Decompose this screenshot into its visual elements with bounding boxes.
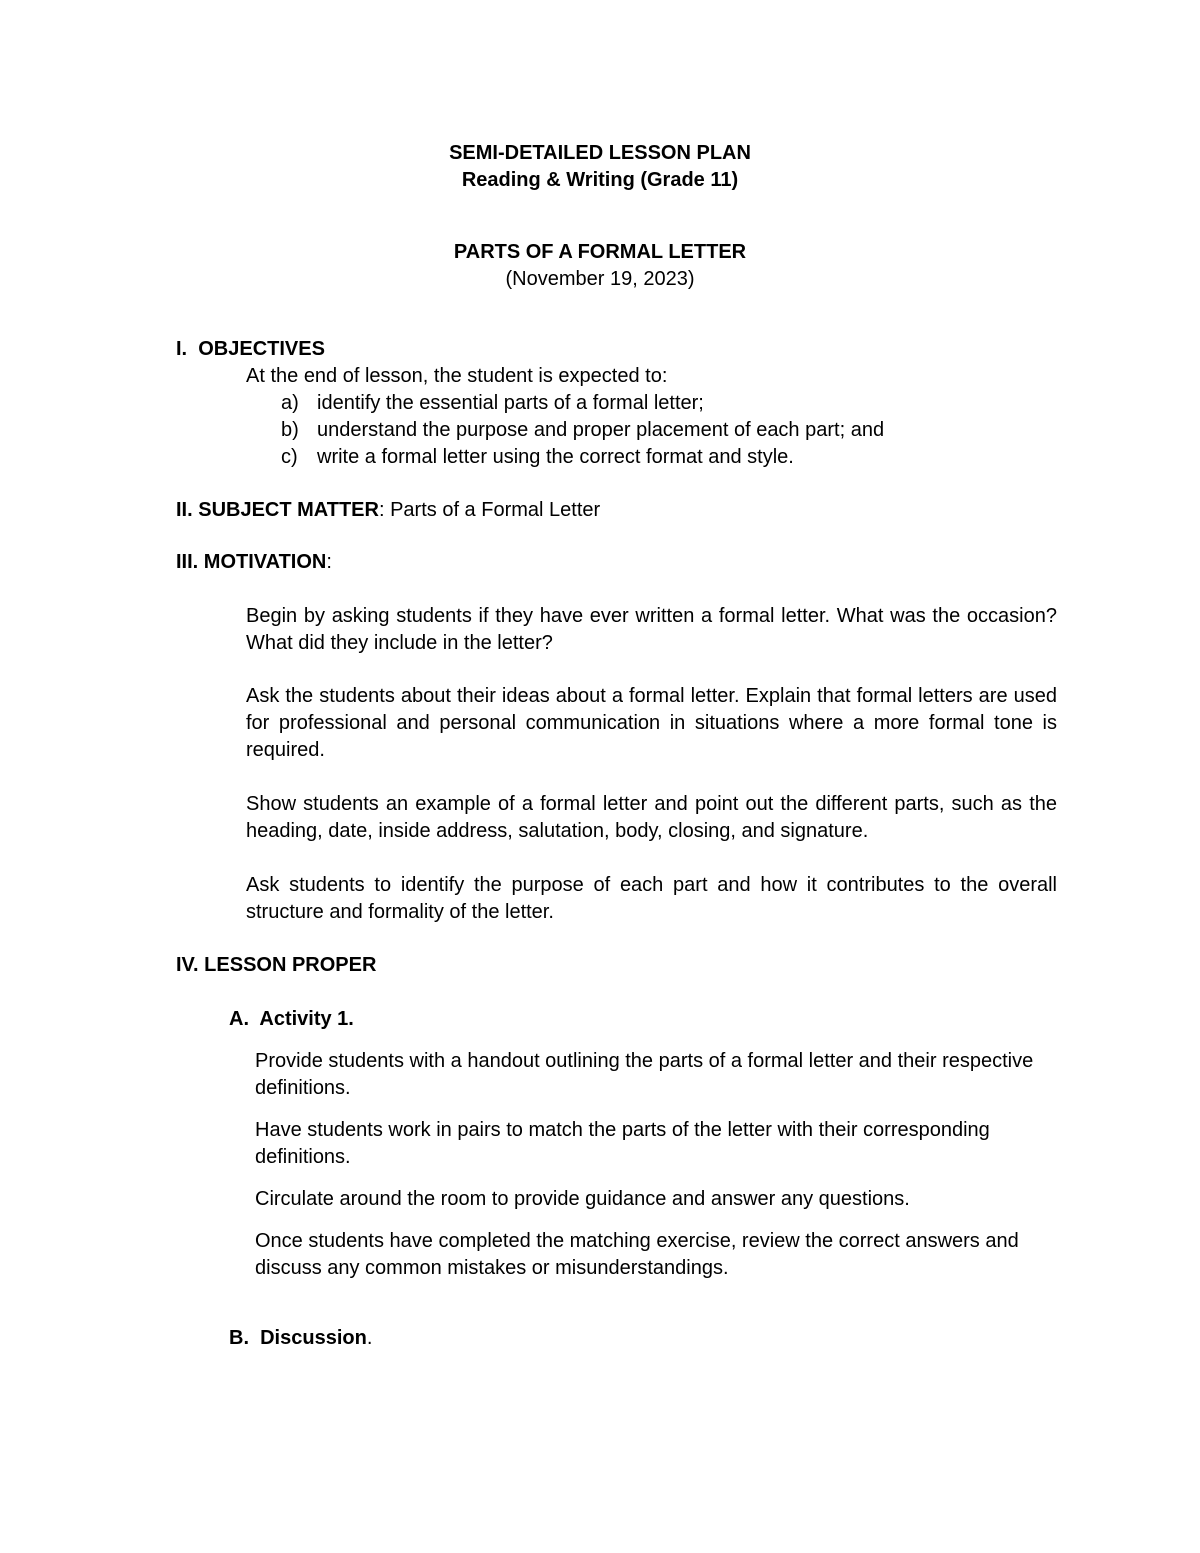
motivation-colon: : <box>326 551 332 573</box>
subject-matter-line <box>176 497 600 524</box>
objective-marker: c) <box>281 446 298 468</box>
motivation-paragraph: Begin by asking students if they have ever written a formal letter. What was the occasion? What did they include in the letter? <box>246 605 1057 654</box>
subject-matter-heading: II. SUBJECT MATTER <box>176 499 379 521</box>
motivation-paragraph: Ask students to identify the purpose of each part and how it contributes to the overall structure and formality of the letter. <box>246 874 1057 923</box>
motivation-paragraph: Show students an example of a formal letter and point out the different parts, such as the heading, date, inside address, salutation, body, closing, and signature. <box>246 793 1057 842</box>
lesson-topic: PARTS OF A FORMAL LETTER <box>453 241 747 263</box>
lesson-proper-heading: IV. LESSON PROPER <box>176 954 377 976</box>
objectives-heading: I. OBJECTIVES <box>176 338 325 360</box>
motivation-paragraph: Ask the students about their ideas about a formal letter. Explain that formal letters are used for professional and personal communication in situations where a more formal tone is required. <box>246 685 1057 761</box>
activity-paragraph: Circulate around the room to provide guidance and answer any questions. <box>255 1188 910 1210</box>
activity-paragraph: Have students work in pairs to match the parts of the letter with their corresponding definitions. <box>255 1119 990 1168</box>
discussion-period: . <box>366 1327 373 1349</box>
subject-matter-value: : Parts of a Formal Letter <box>378 499 601 521</box>
discussion-heading: B. Discussion <box>229 1327 367 1349</box>
objective-marker: a) <box>281 392 299 414</box>
objective-text: identify the essential parts of a formal letter; <box>317 392 704 414</box>
document-title: SEMI-DETAILED LESSON PLAN <box>449 142 751 164</box>
activity-paragraph: Provide students with a handout outlining the parts of a formal letter and their respective definitions. <box>255 1050 1034 1099</box>
discussion-line <box>229 1325 372 1352</box>
motivation-heading: III. MOTIVATION <box>176 551 327 573</box>
motivation-line <box>176 549 332 576</box>
objective-text: understand the purpose and proper placement of each part; and <box>317 419 885 441</box>
objective-marker: b) <box>281 419 299 441</box>
objectives-intro: At the end of lesson, the student is expected to: <box>246 365 668 387</box>
objective-text: write a formal letter using the correct format and style. <box>317 446 794 468</box>
activity-paragraph: Once students have completed the matching exercise, review the correct answers and discuss any common mistakes or misunderstandings. <box>255 1230 1019 1279</box>
activity-heading: A. Activity 1. <box>229 1008 354 1030</box>
document-subtitle: Reading & Writing (Grade 11) <box>461 169 739 191</box>
lesson-date: (November 19, 2023) <box>505 268 695 290</box>
